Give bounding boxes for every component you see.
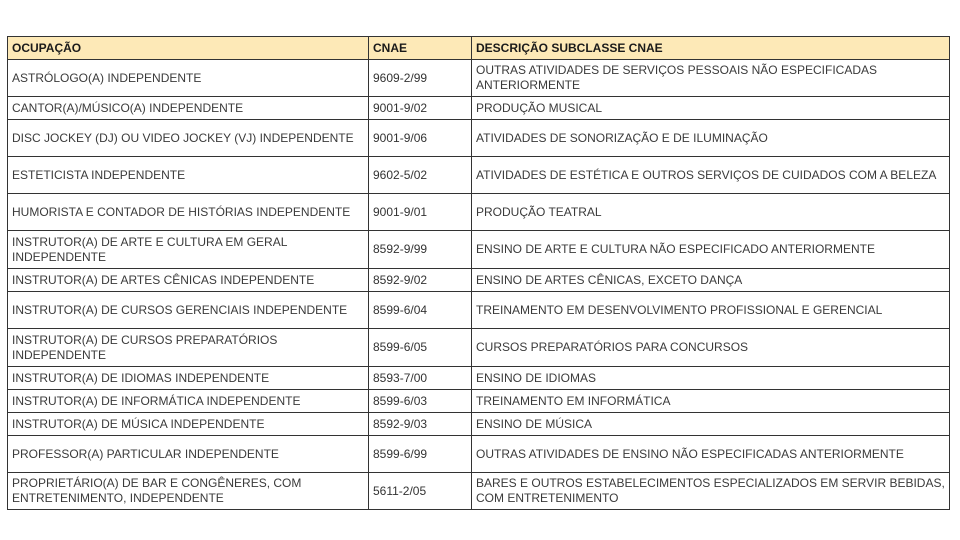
table-body bbox=[8, 60, 950, 510]
cell-occupation: INSTRUTOR(A) DE ARTE E CULTURA EM GERAL INDEPENDENTE bbox=[8, 231, 369, 269]
cell-cnae: 9001-9/02 bbox=[369, 97, 472, 120]
table-row bbox=[8, 120, 950, 157]
cell-description: ENSINO DE ARTE E CULTURA NÃO ESPECIFICADO ANTERIORMENTE bbox=[472, 231, 950, 269]
table-row bbox=[8, 367, 950, 390]
table-row bbox=[8, 473, 950, 510]
cell-occupation: INSTRUTOR(A) DE ARTES CÊNICAS INDEPENDENTE bbox=[8, 269, 369, 292]
cell-cnae: 8592-9/03 bbox=[369, 413, 472, 436]
table-row bbox=[8, 436, 950, 473]
header-row bbox=[8, 37, 950, 60]
cell-occupation: INSTRUTOR(A) DE MÚSICA INDEPENDENTE bbox=[8, 413, 369, 436]
cell-cnae: 8599-6/03 bbox=[369, 390, 472, 413]
cell-cnae: 9602-5/02 bbox=[369, 157, 472, 194]
cell-description: ATIVIDADES DE ESTÉTICA E OUTROS SERVIÇOS DE CUIDADOS COM A BELEZA bbox=[472, 157, 950, 194]
cell-description: PRODUÇÃO TEATRAL bbox=[472, 194, 950, 231]
cell-description: TREINAMENTO EM DESENVOLVIMENTO PROFISSIONAL E GERENCIAL bbox=[472, 292, 950, 329]
cell-cnae: 8599-6/04 bbox=[369, 292, 472, 329]
cell-description: ATIVIDADES DE SONORIZAÇÃO E DE ILUMINAÇÃO bbox=[472, 120, 950, 157]
cell-cnae: 5611-2/05 bbox=[369, 473, 472, 510]
table-row bbox=[8, 269, 950, 292]
table-row bbox=[8, 231, 950, 269]
cell-cnae: 8599-6/05 bbox=[369, 329, 472, 367]
table-row bbox=[8, 329, 950, 367]
cell-description: OUTRAS ATIVIDADES DE ENSINO NÃO ESPECIFICADAS ANTERIORMENTE bbox=[472, 436, 950, 473]
header-cnae: CNAE bbox=[369, 37, 472, 60]
table-row bbox=[8, 413, 950, 436]
header-occupation: OCUPAÇÃO bbox=[8, 37, 369, 60]
table-row bbox=[8, 292, 950, 329]
cell-occupation: CANTOR(A)/MÚSICO(A) INDEPENDENTE bbox=[8, 97, 369, 120]
cell-description: PRODUÇÃO MUSICAL bbox=[472, 97, 950, 120]
cell-description: BARES E OUTROS ESTABELECIMENTOS ESPECIALIZADOS EM SERVIR BEBIDAS, COM ENTRETENIMENTO bbox=[472, 473, 950, 510]
cell-occupation: ESTETICISTA INDEPENDENTE bbox=[8, 157, 369, 194]
cell-occupation: PROPRIETÁRIO(A) DE BAR E CONGÊNERES, COM ENTRETENIMENTO, INDEPENDENTE bbox=[8, 473, 369, 510]
cell-cnae: 8593-7/00 bbox=[369, 367, 472, 390]
table-row bbox=[8, 157, 950, 194]
cell-occupation: INSTRUTOR(A) DE INFORMÁTICA INDEPENDENTE bbox=[8, 390, 369, 413]
cell-occupation: PROFESSOR(A) PARTICULAR INDEPENDENTE bbox=[8, 436, 369, 473]
header-description: DESCRIÇÃO SUBCLASSE CNAE bbox=[472, 37, 950, 60]
cell-occupation: DISC JOCKEY (DJ) OU VIDEO JOCKEY (VJ) INDEPENDENTE bbox=[8, 120, 369, 157]
cell-description: ENSINO DE MÚSICA bbox=[472, 413, 950, 436]
cnae-occupations-table bbox=[7, 36, 950, 510]
cell-description: ENSINO DE IDIOMAS bbox=[472, 367, 950, 390]
cell-occupation: INSTRUTOR(A) DE CURSOS PREPARATÓRIOS INDEPENDENTE bbox=[8, 329, 369, 367]
table-header bbox=[8, 37, 950, 60]
table-row bbox=[8, 97, 950, 120]
cell-cnae: 8599-6/99 bbox=[369, 436, 472, 473]
table-row bbox=[8, 60, 950, 97]
cell-cnae: 8592-9/99 bbox=[369, 231, 472, 269]
cell-description: CURSOS PREPARATÓRIOS PARA CONCURSOS bbox=[472, 329, 950, 367]
table-row bbox=[8, 390, 950, 413]
cell-cnae: 8592-9/02 bbox=[369, 269, 472, 292]
cell-cnae: 9001-9/06 bbox=[369, 120, 472, 157]
cell-description: OUTRAS ATIVIDADES DE SERVIÇOS PESSOAIS NÃO ESPECIFICADAS ANTERIORMENTE bbox=[472, 60, 950, 97]
cell-occupation: HUMORISTA E CONTADOR DE HISTÓRIAS INDEPENDENTE bbox=[8, 194, 369, 231]
cell-description: TREINAMENTO EM INFORMÁTICA bbox=[472, 390, 950, 413]
table-row bbox=[8, 194, 950, 231]
cell-description: ENSINO DE ARTES CÊNICAS, EXCETO DANÇA bbox=[472, 269, 950, 292]
cell-occupation: ASTRÓLOGO(A) INDEPENDENTE bbox=[8, 60, 369, 97]
cell-occupation: INSTRUTOR(A) DE CURSOS GERENCIAIS INDEPENDENTE bbox=[8, 292, 369, 329]
cell-cnae: 9001-9/01 bbox=[369, 194, 472, 231]
cell-occupation: INSTRUTOR(A) DE IDIOMAS INDEPENDENTE bbox=[8, 367, 369, 390]
cell-cnae: 9609-2/99 bbox=[369, 60, 472, 97]
